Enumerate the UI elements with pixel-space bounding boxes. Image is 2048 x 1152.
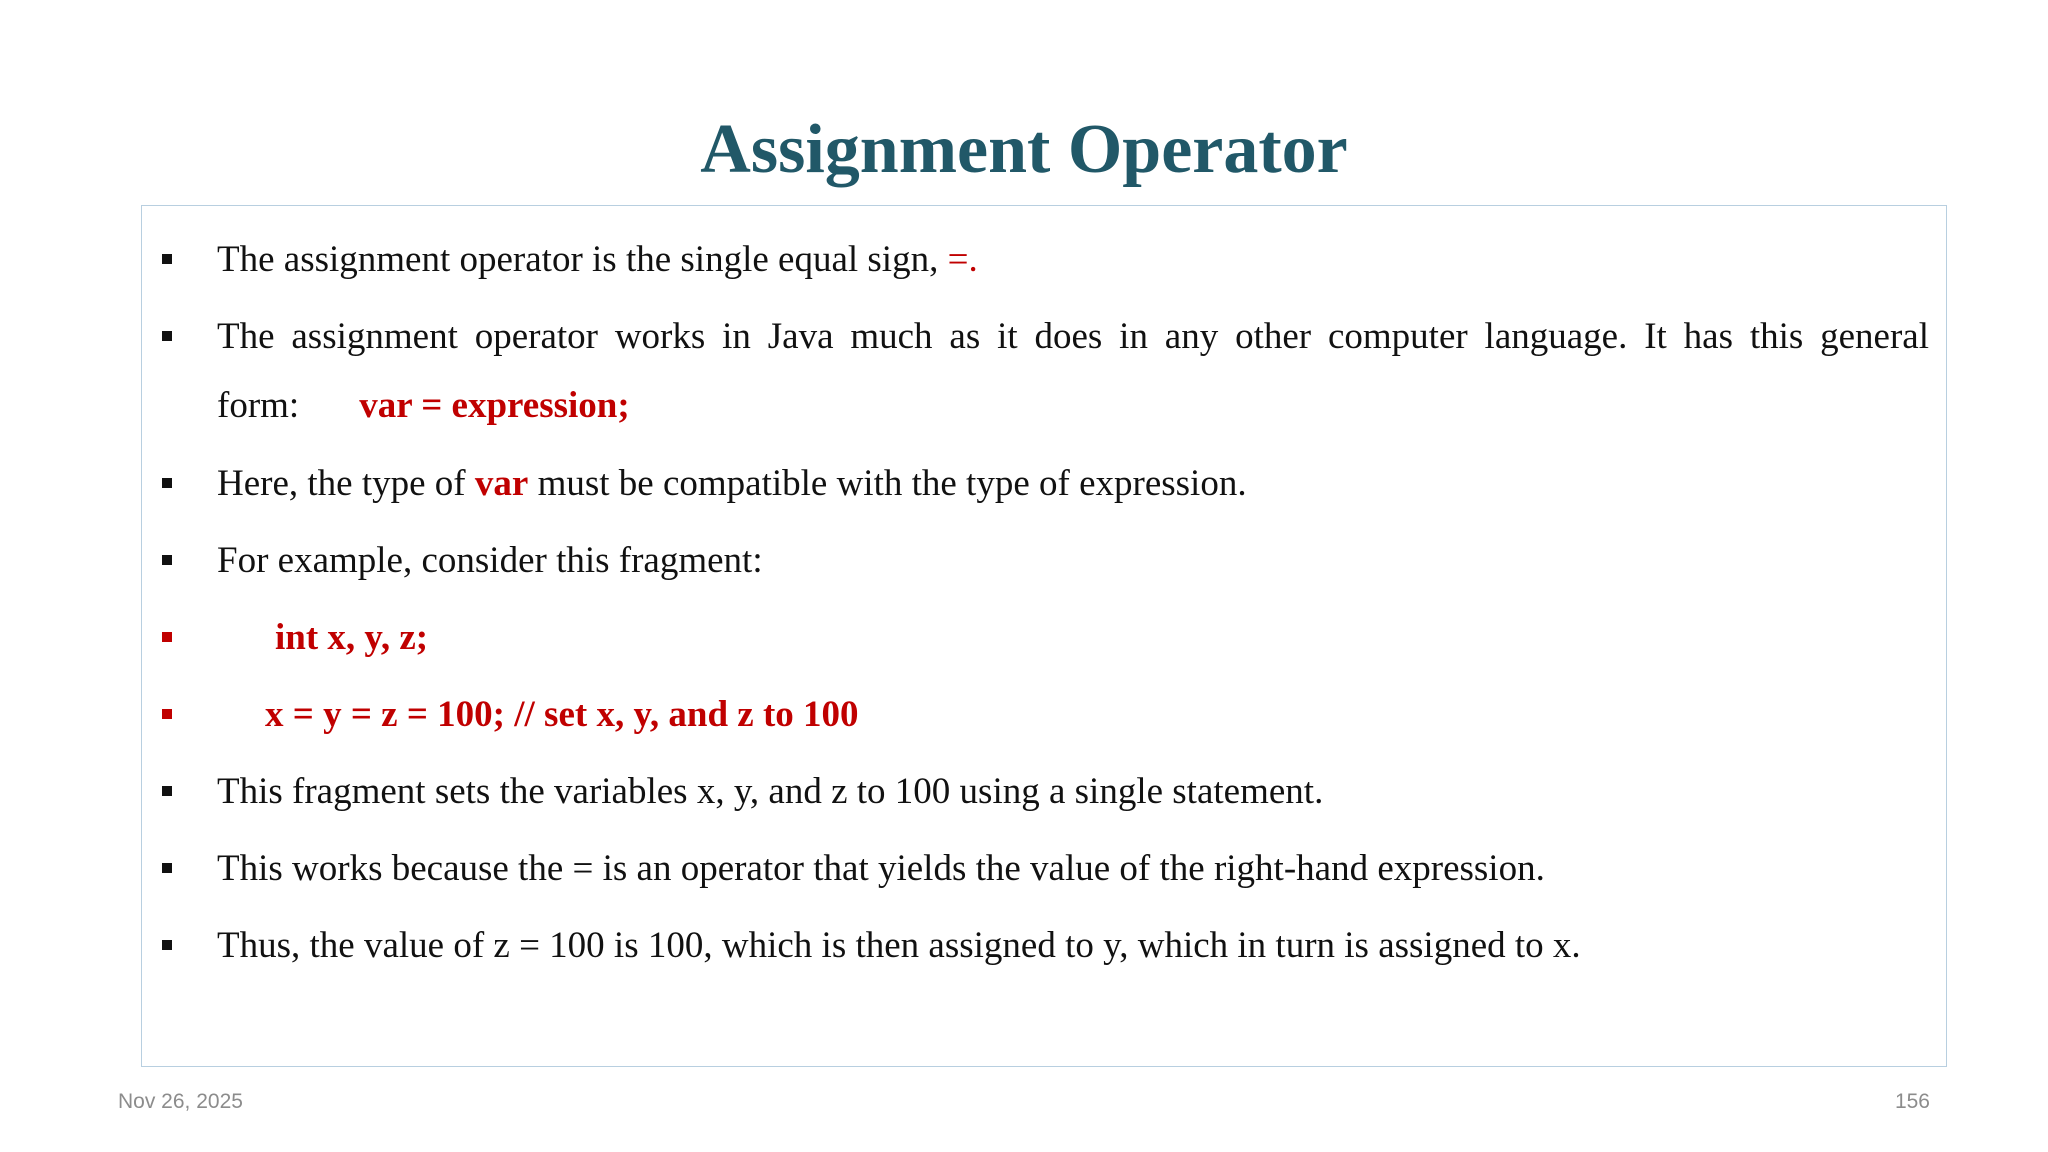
code-line: int x, y, z; bbox=[275, 617, 429, 658]
bullet-text: Here, the type of var must be compatible with the type of expression. bbox=[217, 463, 1247, 504]
general-form-code: var = expression; bbox=[359, 385, 630, 426]
var-keyword: var bbox=[474, 463, 529, 504]
bullet-text: The assignment operator works in Java much as it does in any other computer language. It has this general bbox=[217, 316, 1929, 357]
form-label: form: bbox=[217, 385, 300, 426]
footer-date: Nov 26, 2025 bbox=[118, 1090, 243, 1113]
bullet-text: For example, consider this fragment: bbox=[217, 540, 763, 581]
footer-page-number: 156 bbox=[1894, 1090, 1930, 1113]
bullet-square-icon bbox=[162, 478, 172, 488]
bullet-text: The assignment operator is the single equal sign, =. bbox=[217, 239, 978, 280]
code-line: x = y = z = 100; // set x, y, and z to 100 bbox=[265, 694, 859, 735]
general-form-line bbox=[217, 384, 630, 428]
equals-sign-highlight: =. bbox=[947, 239, 978, 280]
bullet-text: Thus, the value of z = 100 is 100, which is then assigned to y, which in turn is assigned to x. bbox=[217, 925, 1581, 966]
bullet-square-icon bbox=[162, 940, 172, 950]
bullet-square-icon bbox=[162, 863, 172, 873]
slide-title: Assignment Operator bbox=[700, 111, 1348, 188]
bullet-square-icon bbox=[162, 555, 172, 565]
bullet-square-icon bbox=[162, 331, 172, 341]
bullet-square-icon bbox=[162, 632, 172, 642]
bullet-text: This fragment sets the variables x, y, and z to 100 using a single statement. bbox=[217, 771, 1324, 812]
content-box bbox=[141, 205, 1947, 1067]
bullet-square-icon bbox=[162, 709, 172, 719]
bullet-square-icon bbox=[162, 254, 172, 264]
bullet-text: This works because the = is an operator that yields the value of the right-hand expression. bbox=[217, 848, 1545, 889]
bullet-square-icon bbox=[162, 786, 172, 796]
